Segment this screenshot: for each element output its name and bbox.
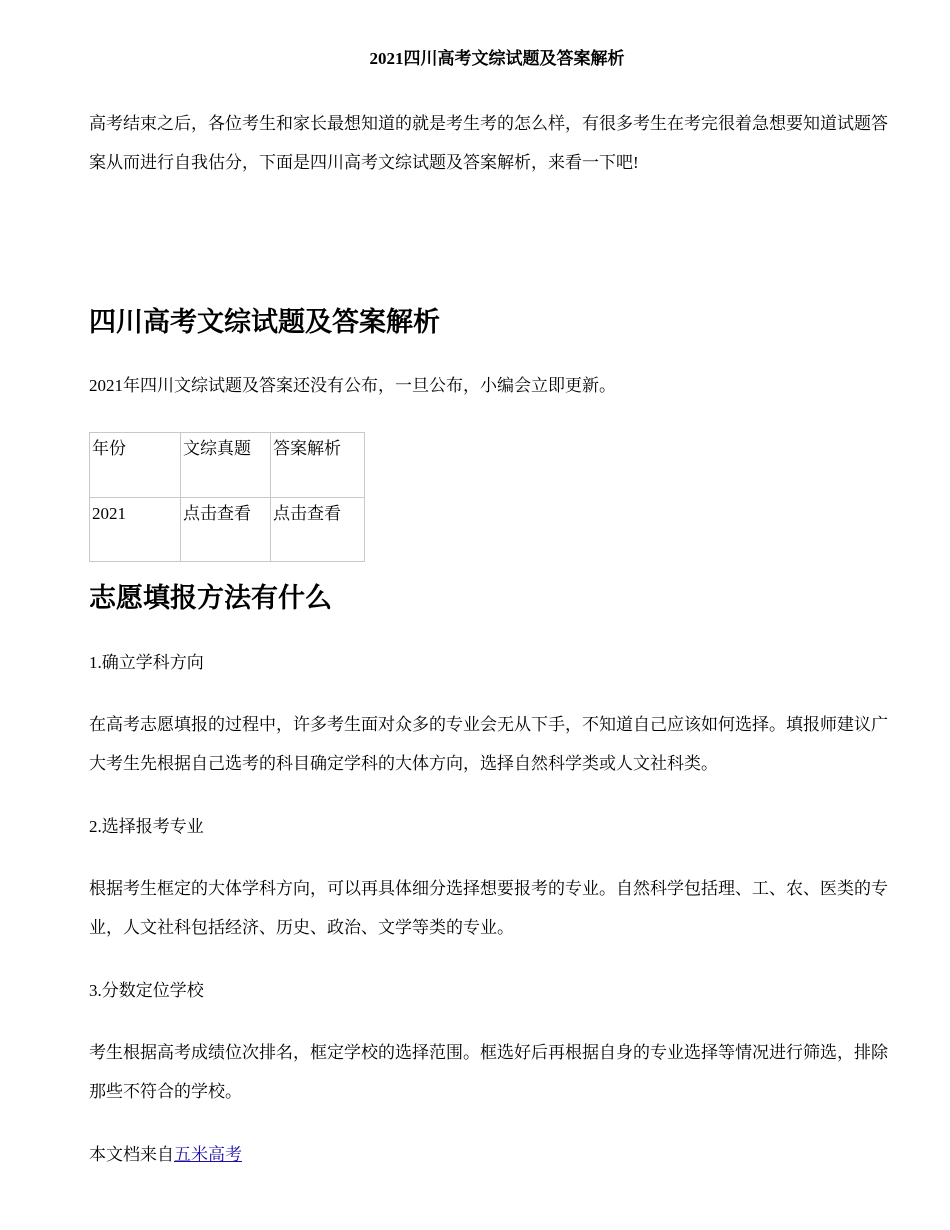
table-header-answers: 答案解析 [271, 433, 365, 498]
view-papers-link[interactable]: 点击查看 [181, 498, 271, 562]
view-answers-link[interactable]: 点击查看 [271, 498, 365, 562]
source-line [89, 1135, 894, 1174]
guide-section-heading: 志愿填报方法有什么 [89, 583, 332, 613]
step-1-title: 1.确立学科方向 [89, 653, 204, 672]
document-title: 2021四川高考文综试题及答案解析 [369, 49, 625, 68]
step-2-title: 2.选择报考专业 [89, 817, 204, 836]
intro-paragraph: 高考结束之后，各位考生和家长最想知道的就是考生考的怎么样，有很多考生在考完很着急想要知道试题答案从而进行自我估分，下面是四川高考文综试题及答案解析，来看一下吧! [89, 114, 888, 172]
step-2-body: 根据考生框定的大体学科方向，可以再具体细分选择想要报考的专业。自然科学包括理、工、农、医类的专业，人文社科包括经济、历史、政治、文学等类的专业。 [89, 879, 888, 937]
source-link[interactable]: 五米高考 [174, 1145, 242, 1164]
table-cell-year: 2021 [90, 498, 181, 562]
table-header-year: 年份 [90, 433, 181, 498]
step-3-body: 考生根据高考成绩位次排名，框定学校的选择范围。框选好后再根据自身的专业选择等情况进行筛选，排除那些不符合的学校。 [89, 1043, 888, 1101]
step-1-body: 在高考志愿填报的过程中，许多考生面对众多的专业会无从下手，不知道自己应该如何选择。填报师建议广大考生先根据自己选考的科目确定学科的大体方向，选择自然科学类或人文社科类。 [89, 715, 888, 773]
source-prefix: 本文档来自 [89, 1145, 174, 1164]
exam-section-heading: 四川高考文综试题及答案解析 [89, 307, 440, 337]
exam-table [89, 432, 365, 562]
table-row [90, 498, 365, 562]
table-header-row [90, 433, 365, 498]
table-header-papers: 文综真题 [181, 433, 271, 498]
exam-notice: 2021年四川文综试题及答案还没有公布，一旦公布，小编会立即更新。 [89, 376, 616, 395]
step-3-title: 3.分数定位学校 [89, 981, 204, 1000]
